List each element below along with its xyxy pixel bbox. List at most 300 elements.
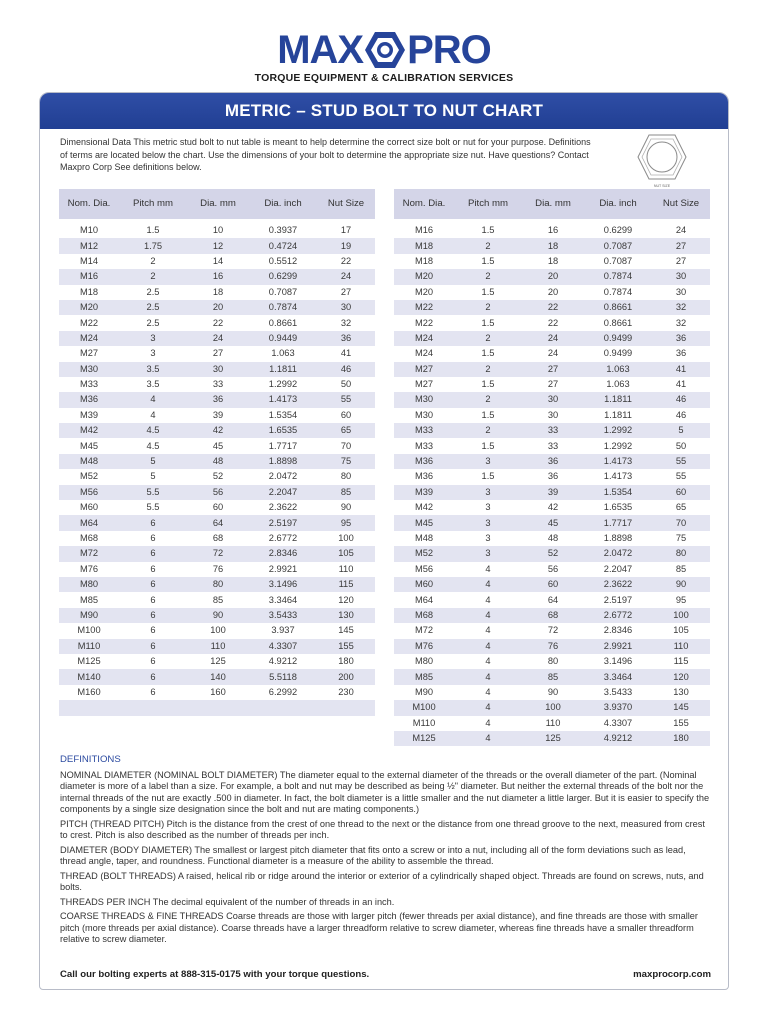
table-row bbox=[394, 639, 710, 654]
table-cell: 2.6772 bbox=[268, 533, 298, 543]
table-cell: 1.5 bbox=[481, 379, 495, 390]
table-cell: M45 bbox=[79, 440, 99, 451]
table-cell: 6 bbox=[119, 639, 187, 654]
page-title: METRIC – STUD BOLT TO NUT CHART bbox=[40, 93, 728, 129]
table-cell: 0.8661 bbox=[603, 317, 633, 328]
table-cell: 4 bbox=[119, 392, 187, 407]
table-row bbox=[394, 608, 710, 623]
table-cell: 10 bbox=[212, 225, 224, 236]
table-cell: 80 bbox=[340, 471, 352, 482]
table-cell: M36 bbox=[414, 471, 434, 482]
table-cell: 80 bbox=[652, 546, 710, 561]
column-header: Nut Size bbox=[317, 189, 375, 219]
table-cell: 5 bbox=[119, 454, 187, 469]
table-cell: 180 bbox=[652, 731, 710, 746]
table-row bbox=[394, 285, 710, 300]
table-row bbox=[394, 346, 710, 361]
table-cell: 2.2047 bbox=[603, 563, 633, 574]
table-cell: 100 bbox=[210, 625, 226, 636]
table-cell: 1.063 bbox=[584, 362, 652, 377]
table-cell: 110 bbox=[545, 717, 561, 728]
table-cell: 70 bbox=[340, 440, 352, 451]
table-cell: 24 bbox=[187, 331, 249, 346]
table-cell: 0.7087 bbox=[584, 238, 652, 253]
table-cell: 0.8661 bbox=[584, 300, 652, 315]
table-row bbox=[59, 315, 375, 330]
table-cell: 90 bbox=[547, 686, 559, 697]
table-cell: 65 bbox=[317, 423, 375, 438]
table-cell: M110 bbox=[59, 639, 119, 654]
brand-tagline: TORQUE EQUIPMENT & CALIBRATION SERVICES bbox=[254, 72, 514, 84]
table-cell: 2 bbox=[454, 392, 522, 407]
table-row bbox=[394, 685, 710, 700]
table-cell: M56 bbox=[59, 485, 119, 500]
maxpro-logo bbox=[277, 30, 491, 70]
table-cell: 1.5354 bbox=[268, 409, 298, 420]
table-cell: 6 bbox=[119, 669, 187, 684]
table-cell: 95 bbox=[675, 594, 687, 605]
table-cell: 1.6535 bbox=[603, 502, 633, 513]
coarse-thread-table bbox=[59, 189, 375, 731]
table-cell: 85 bbox=[317, 485, 375, 500]
table-cell: 4 bbox=[150, 409, 156, 420]
table-cell: 0.8661 bbox=[268, 317, 298, 328]
table-cell: 4 bbox=[485, 625, 491, 636]
table-cell: M52 bbox=[394, 546, 454, 561]
table-cell: 1.5 bbox=[146, 225, 160, 236]
table-row bbox=[394, 408, 710, 423]
table-row bbox=[394, 423, 710, 438]
column-header: Nut Size bbox=[652, 189, 710, 219]
table-cell: 3 bbox=[150, 348, 156, 359]
table-cell: 22 bbox=[547, 317, 559, 328]
table-cell: M30 bbox=[59, 362, 119, 377]
table-cell: 56 bbox=[187, 485, 249, 500]
table-cell: M24 bbox=[59, 331, 119, 346]
table-cell: 27 bbox=[652, 238, 710, 253]
table-cell: 6 bbox=[150, 686, 156, 697]
table-cell: 39 bbox=[522, 485, 584, 500]
column-header: Pitch mm bbox=[454, 189, 522, 219]
table-cell: 0.7874 bbox=[584, 269, 652, 284]
table-cell: 27 bbox=[340, 286, 352, 297]
definition-nominal-diameter: NOMINAL DIAMETER (NOMINAL BOLT DIAMETER) The diameter equal to the external diameter of the threads or the overall diameter of the part. (Nominal diameter is more of a label than a size. For example, a bolt and nut may be described as being ½" diameter. But neither the external threads of the bolt nor the internal threads of the nut are exactly .500 in diameter. In fact, the bolt diameter is a little smaller and the nut diameter a little larger. But it is easier to specify the components by a single size designation since the bolt and nut are mating components.) bbox=[60, 769, 710, 814]
table-cell: M18 bbox=[394, 238, 454, 253]
table-row bbox=[394, 577, 710, 592]
table-cell: 41 bbox=[340, 348, 352, 359]
column-header: Nom. Dia. bbox=[59, 189, 119, 219]
table-cell: 4 bbox=[485, 717, 491, 728]
table-cell: 2 bbox=[454, 300, 522, 315]
table-row bbox=[59, 331, 375, 346]
table-cell: 36 bbox=[187, 392, 249, 407]
table-cell: 16 bbox=[547, 225, 559, 236]
table-cell: 90 bbox=[187, 608, 249, 623]
table-cell: M14 bbox=[79, 255, 99, 266]
table-row bbox=[59, 454, 375, 469]
fine-thread-table bbox=[394, 189, 710, 746]
table-row bbox=[59, 423, 375, 438]
table-cell: 3.937 bbox=[271, 625, 295, 636]
table-cell: 18 bbox=[547, 255, 559, 266]
table-cell: 39 bbox=[212, 409, 224, 420]
table-row bbox=[394, 469, 710, 484]
table-cell: M27 bbox=[414, 379, 434, 390]
table-row bbox=[394, 500, 710, 515]
table-cell: 17 bbox=[340, 225, 352, 236]
table-cell: M16 bbox=[59, 269, 119, 284]
table-cell: 1.4173 bbox=[603, 471, 633, 482]
table-cell: 20 bbox=[547, 286, 559, 297]
table-row bbox=[394, 716, 710, 731]
table-cell: 1.5 bbox=[481, 440, 495, 451]
table-cell: M125 bbox=[77, 656, 101, 667]
table-row bbox=[59, 285, 375, 300]
table-cell: 85 bbox=[212, 594, 224, 605]
table-cell: 1.8898 bbox=[603, 533, 633, 543]
table-cell: 145 bbox=[652, 700, 710, 715]
coarse-thread-table-body bbox=[59, 223, 375, 731]
table-cell: 0.5512 bbox=[268, 255, 298, 266]
table-cell: 36 bbox=[547, 471, 559, 482]
table-cell: M60 bbox=[79, 502, 99, 513]
table-cell: M39 bbox=[79, 409, 99, 420]
table-cell: 27 bbox=[547, 379, 559, 390]
table-row bbox=[59, 531, 375, 546]
table-cell: 2 bbox=[454, 331, 522, 346]
table-cell: 120 bbox=[338, 594, 354, 605]
table-cell: 4 bbox=[454, 639, 522, 654]
definition-coarse-fine-threads: COARSE THREADS & FINE THREADS Coarse threads are those with larger pitch (fewer threads per axial distance), and fine threads are those with smaller pitch (more threads per axial distance). Coarse threads have a larger threadform relative to screw diameter, whereas fine threads have a smaller threadform relative to screw diameter. bbox=[60, 911, 698, 944]
table-row bbox=[394, 485, 710, 500]
table-cell: 2.3622 bbox=[268, 502, 298, 513]
table-cell: M22 bbox=[394, 300, 454, 315]
table-cell: 85 bbox=[675, 563, 687, 574]
table-cell: 4 bbox=[454, 731, 522, 746]
table-cell: 3.1496 bbox=[603, 656, 633, 667]
table-cell: 27 bbox=[212, 348, 224, 359]
table-cell: M33 bbox=[79, 379, 99, 390]
table-cell: 1.5 bbox=[481, 471, 495, 482]
table-cell: 4.3307 bbox=[249, 639, 317, 654]
table-cell: 95 bbox=[317, 515, 375, 530]
table-row bbox=[59, 346, 375, 361]
table-cell: 22 bbox=[522, 300, 584, 315]
table-cell: 18 bbox=[522, 238, 584, 253]
table-row bbox=[59, 685, 375, 700]
table-row bbox=[59, 392, 375, 407]
table-cell: 80 bbox=[187, 577, 249, 592]
table-cell: 46 bbox=[675, 409, 687, 420]
table-row bbox=[394, 315, 710, 330]
table-cell: 0.6299 bbox=[603, 225, 633, 236]
table-cell: M30 bbox=[414, 409, 434, 420]
column-header: Dia. inch bbox=[584, 189, 652, 219]
table-row bbox=[394, 269, 710, 284]
table-cell: 3 bbox=[485, 533, 491, 543]
table-cell: 120 bbox=[652, 669, 710, 684]
table-cell: M100 bbox=[77, 625, 101, 636]
table-row bbox=[394, 331, 710, 346]
table-cell: 22 bbox=[212, 317, 224, 328]
table-cell: 2.9921 bbox=[268, 563, 298, 574]
table-cell: 30 bbox=[187, 362, 249, 377]
table-cell: 2.8346 bbox=[249, 546, 317, 561]
table-row bbox=[394, 377, 710, 392]
table-cell: 4.5 bbox=[119, 423, 187, 438]
table-cell: 42 bbox=[547, 502, 559, 513]
table-cell: 36 bbox=[675, 348, 687, 359]
table-row bbox=[394, 254, 710, 269]
definition-threads-per-inch: THREADS PER INCH The decimal equivalent of the number of threads in an inch. bbox=[60, 896, 395, 907]
table-cell: 1.5 bbox=[481, 286, 495, 297]
table-cell: 3.3464 bbox=[584, 669, 652, 684]
table-row bbox=[59, 238, 375, 253]
table-cell: 4 bbox=[454, 577, 522, 592]
table-row bbox=[59, 438, 375, 453]
table-cell: 55 bbox=[675, 471, 687, 482]
column-header: Dia. mm bbox=[187, 189, 249, 219]
column-header: Dia. mm bbox=[522, 189, 584, 219]
table-cell: M90 bbox=[59, 608, 119, 623]
table-cell: 100 bbox=[652, 608, 710, 623]
table-cell: 45 bbox=[212, 440, 224, 451]
table-cell: 19 bbox=[317, 238, 375, 253]
logo-text-max: MAX bbox=[277, 28, 364, 72]
table-cell: M22 bbox=[79, 317, 99, 328]
table-cell: 6 bbox=[119, 546, 187, 561]
table-cell: M42 bbox=[414, 502, 434, 513]
table-cell: 0.4724 bbox=[249, 238, 317, 253]
table-cell: 130 bbox=[317, 608, 375, 623]
table-row bbox=[59, 639, 375, 654]
table-cell: 27 bbox=[675, 255, 687, 266]
table-cell: 0.9449 bbox=[249, 331, 317, 346]
table-cell: 4 bbox=[485, 686, 491, 697]
table-cell: M80 bbox=[414, 656, 434, 667]
table-cell: 33 bbox=[522, 423, 584, 438]
table-cell: 6 bbox=[150, 533, 156, 543]
table-cell: 2.0472 bbox=[584, 546, 652, 561]
table-row bbox=[59, 408, 375, 423]
table-cell: 24 bbox=[317, 269, 375, 284]
table-cell: 145 bbox=[338, 625, 354, 636]
table-cell: 27 bbox=[522, 362, 584, 377]
table-cell: M45 bbox=[394, 515, 454, 530]
table-cell: 3 bbox=[454, 485, 522, 500]
table-cell: 2 bbox=[454, 362, 522, 377]
table-row bbox=[59, 669, 375, 684]
table-cell: 110 bbox=[187, 639, 249, 654]
table-cell: 1.7717 bbox=[584, 515, 652, 530]
table-cell: 3.5433 bbox=[603, 686, 633, 697]
table-cell: 14 bbox=[212, 255, 224, 266]
table-cell: 5.5 bbox=[119, 485, 187, 500]
table-cell: M20 bbox=[414, 286, 434, 297]
table-cell: 0.9499 bbox=[603, 348, 633, 359]
table-cell: M27 bbox=[79, 348, 99, 359]
table-row bbox=[59, 300, 375, 315]
table-cell: M68 bbox=[79, 533, 99, 543]
table-cell: 4 bbox=[485, 563, 491, 574]
table-row bbox=[394, 454, 710, 469]
table-cell: 4 bbox=[485, 656, 491, 667]
table-cell: 125 bbox=[210, 656, 226, 667]
brand-header bbox=[0, 30, 768, 84]
table-cell: 1.063 bbox=[271, 348, 295, 359]
table-cell: 60 bbox=[652, 485, 710, 500]
table-row bbox=[59, 362, 375, 377]
fine-thread-table-body bbox=[394, 223, 710, 746]
table-header-row bbox=[59, 189, 375, 219]
table-cell: M10 bbox=[79, 225, 99, 236]
table-cell: 32 bbox=[652, 300, 710, 315]
table-row bbox=[59, 562, 375, 577]
table-cell: M68 bbox=[394, 608, 454, 623]
table-cell: 65 bbox=[675, 502, 687, 513]
table-cell: 2.0472 bbox=[268, 471, 298, 482]
table-cell: 200 bbox=[317, 669, 375, 684]
table-cell: M64 bbox=[59, 515, 119, 530]
table-cell: 0.9499 bbox=[584, 331, 652, 346]
table-cell: M90 bbox=[414, 686, 434, 697]
table-cell: 0.7087 bbox=[603, 255, 633, 266]
table-cell: M140 bbox=[59, 669, 119, 684]
table-cell: 105 bbox=[673, 625, 689, 636]
table-cell: 0.3937 bbox=[268, 225, 298, 236]
table-cell: 1.2992 bbox=[268, 379, 298, 390]
table-cell: 70 bbox=[652, 515, 710, 530]
definition-pitch: PITCH (THREAD PITCH) Pitch is the distance from the crest of one thread to the next or the distance from one thread groove to the next, measured from crest to crest. Pitch is also described as the number of threads per inch. bbox=[60, 818, 705, 840]
table-row bbox=[59, 546, 375, 561]
definitions-heading: DEFINITIONS bbox=[60, 754, 121, 765]
table-cell: 52 bbox=[522, 546, 584, 561]
table-cell: M72 bbox=[59, 546, 119, 561]
table-cell: 6.2992 bbox=[268, 686, 298, 697]
table-cell: 3 bbox=[454, 515, 522, 530]
table-cell: 60 bbox=[522, 577, 584, 592]
table-cell: 72 bbox=[547, 625, 559, 636]
table-cell: M160 bbox=[77, 686, 101, 697]
table-row bbox=[394, 700, 710, 715]
table-cell: 76 bbox=[212, 563, 224, 574]
table-row bbox=[394, 392, 710, 407]
table-cell: 0.6299 bbox=[249, 269, 317, 284]
table-cell: 2 bbox=[119, 269, 187, 284]
table-row bbox=[59, 500, 375, 515]
table-cell: 32 bbox=[675, 317, 687, 328]
table-cell: 110 bbox=[338, 563, 354, 574]
table-row bbox=[59, 377, 375, 392]
table-cell: 3.1496 bbox=[249, 577, 317, 592]
table-cell: 1.5 bbox=[481, 317, 495, 328]
nut-size-label: NUT SIZE bbox=[653, 184, 671, 188]
table-cell: 46 bbox=[317, 362, 375, 377]
column-header: Dia. inch bbox=[249, 189, 317, 219]
table-cell: 22 bbox=[340, 255, 352, 266]
table-cell: 4.3307 bbox=[603, 717, 633, 728]
footer-call-to-action: Call our bolting experts at 888-315-0175 with your torque questions. bbox=[60, 969, 370, 980]
table-cell: 42 bbox=[187, 423, 249, 438]
table-cell: M85 bbox=[79, 594, 99, 605]
table-cell: 64 bbox=[187, 515, 249, 530]
table-cell: 155 bbox=[317, 639, 375, 654]
table-cell: 90 bbox=[340, 502, 352, 513]
table-cell: 2.6772 bbox=[584, 608, 652, 623]
table-cell: M76 bbox=[79, 563, 99, 574]
table-cell: 4 bbox=[454, 669, 522, 684]
logo-text-pro: PRO bbox=[407, 28, 491, 72]
table-cell: M110 bbox=[412, 717, 436, 728]
table-cell: 1.75 bbox=[119, 238, 187, 253]
table-cell: 75 bbox=[675, 533, 687, 543]
table-cell: 3 bbox=[454, 454, 522, 469]
table-cell: 1.5354 bbox=[584, 485, 652, 500]
table-cell: 2.5 bbox=[146, 317, 160, 328]
table-cell: 1.5 bbox=[481, 409, 495, 420]
table-cell: 16 bbox=[187, 269, 249, 284]
table-cell: 110 bbox=[652, 639, 710, 654]
table-cell: 1.8898 bbox=[249, 454, 317, 469]
table-cell: M100 bbox=[394, 700, 454, 715]
table-row bbox=[59, 592, 375, 607]
table-row bbox=[394, 654, 710, 669]
table-cell: 3.9370 bbox=[584, 700, 652, 715]
table-cell: 36 bbox=[317, 331, 375, 346]
table-cell: M42 bbox=[59, 423, 119, 438]
table-header-row bbox=[394, 189, 710, 219]
table-row bbox=[59, 223, 375, 238]
table-cell: 5 bbox=[150, 471, 156, 482]
table-cell: M80 bbox=[59, 577, 119, 592]
table-cell: 68 bbox=[212, 533, 224, 543]
table-cell: 6 bbox=[119, 577, 187, 592]
table-cell: M24 bbox=[394, 331, 454, 346]
table-row bbox=[394, 515, 710, 530]
table-cell: 4 bbox=[454, 700, 522, 715]
hex-nut-logo-icon bbox=[364, 30, 406, 70]
table-cell: 1.4173 bbox=[584, 454, 652, 469]
table-cell: 41 bbox=[675, 379, 687, 390]
table-cell: 1.1811 bbox=[604, 409, 632, 420]
table-cell: 0.7874 bbox=[603, 286, 633, 297]
table-cell: 2 bbox=[454, 269, 522, 284]
table-cell: 6 bbox=[150, 656, 156, 667]
table-cell: 6 bbox=[150, 625, 156, 636]
table-cell: M125 bbox=[394, 731, 454, 746]
table-row bbox=[394, 546, 710, 561]
footer-website-link[interactable]: maxprocorp.com bbox=[633, 969, 711, 980]
table-cell: 125 bbox=[522, 731, 584, 746]
table-cell: M52 bbox=[79, 471, 99, 482]
table-cell: 1.2992 bbox=[603, 440, 633, 451]
table-cell: 85 bbox=[522, 669, 584, 684]
table-cell: 2.5 bbox=[146, 286, 160, 297]
table-cell: 100 bbox=[522, 700, 584, 715]
table-cell: M30 bbox=[394, 392, 454, 407]
table-cell: 6 bbox=[150, 563, 156, 574]
table-row bbox=[394, 592, 710, 607]
table-cell: 1.7717 bbox=[268, 440, 298, 451]
table-cell: M39 bbox=[394, 485, 454, 500]
column-header: Nom. Dia. bbox=[394, 189, 454, 219]
table-cell: 3.3464 bbox=[268, 594, 298, 605]
table-cell: 1.1811 bbox=[584, 392, 652, 407]
table-cell: M76 bbox=[394, 639, 454, 654]
table-cell: 60 bbox=[212, 502, 224, 513]
table-cell: 2 bbox=[454, 423, 522, 438]
table-cell: 20 bbox=[522, 269, 584, 284]
